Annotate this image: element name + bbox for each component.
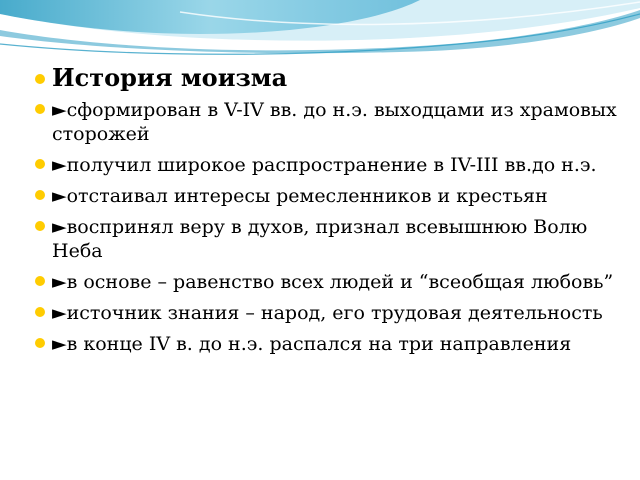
bullet-item [35,215,625,263]
bullet-item [35,301,625,325]
bullet-item [35,153,625,177]
bullet-icon [35,104,45,114]
bullet-icon [35,190,45,200]
bullet-text: ►отстаивал интересы ремесленников и крестьян [52,185,548,207]
bullet-icon [35,159,45,169]
slide-title-text: История моизма [52,63,288,92]
bullet-text: ►в основе – равенство всех людей и “всеобщая любовь” [52,271,614,293]
decorative-wave-header [0,0,640,60]
bullet-text: ►в конце IV в. до н.э. распался на три направления [52,333,572,355]
bullet-icon [35,338,45,348]
bullet-item [35,98,625,146]
bullet-text: ►получил широкое распространение в IV-III вв.до н.э. [52,154,597,176]
bullet-text: ►воспринял веру в духов, признал всевышнюю Волю Неба [52,216,588,262]
slide-title [35,62,625,94]
bullet-icon [35,307,45,317]
bullet-item [35,332,625,356]
bullet-text: ►источник знания – народ, его трудовая деятельность [52,302,603,324]
bullet-item [35,270,625,294]
bullet-icon [35,221,45,231]
bullet-item [35,184,625,208]
bullet-text: ►сформирован в V-IV вв. до н.э. выходцами из храмовых сторожей [52,99,617,145]
slide-content [35,62,625,363]
bullet-icon [35,74,45,84]
bullet-icon [35,276,45,286]
